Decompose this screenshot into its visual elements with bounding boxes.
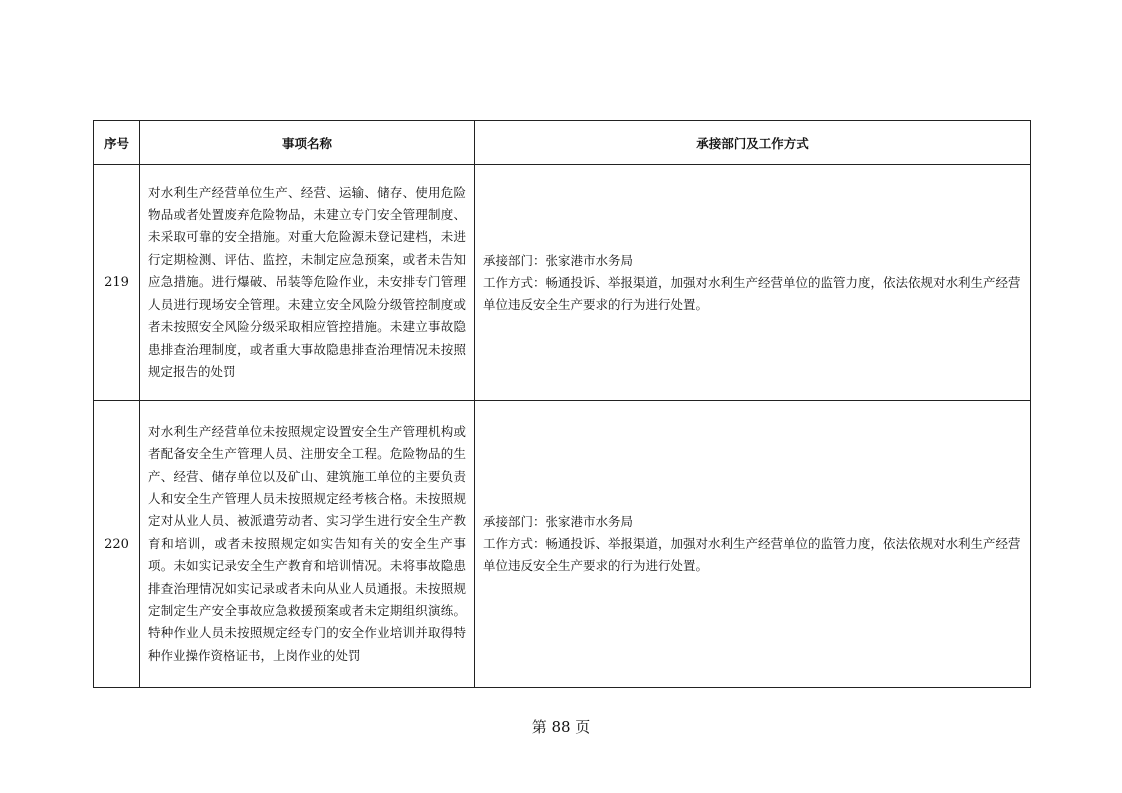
- table-row: [94, 401, 1031, 688]
- row-department-method: [475, 401, 1031, 688]
- header-seq: 序号: [94, 121, 140, 165]
- row-item-name: 对水利生产经营单位未按照规定设置安全生产管理机构或者配备安全生产管理人员、注册安全工程。危险物品的生产、经营、储存单位以及矿山、建筑施工单位的主要负责人和安全生产管理人员未按照规定经考核合格。未按照规定对从业人员、被派遣劳动者、实习学生进行安全生产教育和培训，或者未按照规定如实告知有关的安全生产事项。未如实记录安全生产教育和培训情况。未将事故隐患排查治理情况如实记录或者未向从业人员通报。未按照规定制定生产安全事故应急救援预案或者未定期组织演练。特种作业人员未按照规定经专门的安全作业培训并取得特种作业操作资格证书，上岗作业的处罚: [140, 401, 475, 688]
- document-table-container: [93, 120, 1030, 688]
- header-item-name: 事项名称: [140, 121, 475, 165]
- table-header-row: [94, 121, 1031, 165]
- responsibility-table: [93, 120, 1031, 688]
- row-method: 工作方式：畅通投诉、举报渠道，加强对水利生产经营单位的监管力度，依法依规对水利生产经营单位违反安全生产要求的行为进行处置。: [483, 536, 1021, 573]
- row-department: 承接部门：张家港市水务局: [483, 252, 634, 268]
- row-department-method: [475, 165, 1031, 401]
- header-department-method: 承接部门及工作方式: [475, 121, 1031, 165]
- row-method: 工作方式：畅通投诉、举报渠道，加强对水利生产经营单位的监管力度，依法依规对水利生产经营单位违反安全生产要求的行为进行处置。: [483, 274, 1021, 312]
- row-department: 承接部门：张家港市水务局: [483, 514, 634, 529]
- row-seq: 219: [94, 165, 140, 401]
- table-row: [94, 165, 1031, 401]
- page-number: 第 88 页: [531, 718, 591, 736]
- row-seq: 220: [94, 401, 140, 688]
- row-item-name: 对水利生产经营单位生产、经营、运输、储存、使用危险物品或者处置废弃危险物品，未建立专门安全管理制度、未采取可靠的安全措施。对重大危险源未登记建档，未进行定期检测、评估、监控，未制定应急预案，或者未告知应急措施。进行爆破、吊装等危险作业，未安排专门管理人员进行现场安全管理。未建立安全风险分级管控制度或者未按照安全风险分级采取相应管控措施。未建立事故隐患排查治理制度，或者重大事故隐患排查治理情况未按照规定报告的处罚: [140, 165, 475, 401]
